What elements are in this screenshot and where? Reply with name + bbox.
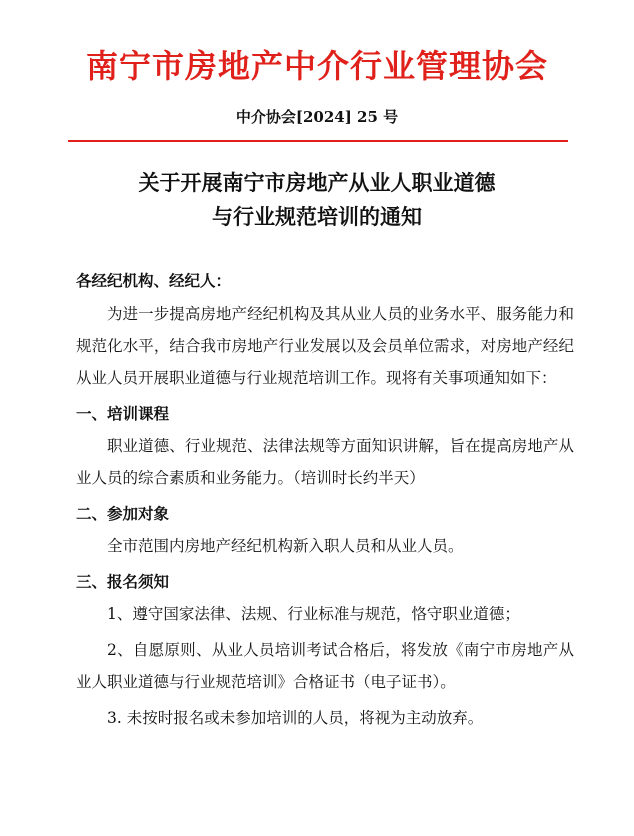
masthead-divider (68, 140, 568, 142)
salutation: 各经纪机构、经纪人： (76, 271, 232, 290)
association-masthead: 南宁市房地产中介行业管理协会 (85, 47, 548, 85)
intro-paragraph: 为进一步提高房地产经纪机构及其从业人员的业务水平、服务能力和规范化水平，结合我市房地产行业发展以及会员单位需求，对房地产经纪从业人员开展职业道德与行业规范培训工作。现将有关事项通知如下： (76, 305, 574, 387)
document-number: 中介协会[2024] 25 号 (235, 108, 399, 126)
section-heading-courses: 一、培训课程 (76, 404, 170, 423)
section-paragraph: 职业道德、行业规范、法律法规等方面知识讲解，旨在提高房地产从业人员的综合素质和业务能力。（培训时长约半天） (76, 437, 574, 487)
registration-item: 2、自愿原则、从业人员培训考试合格后，将发放《南宁市房地产从业人职业道德与行业规范培训》合格证书（电子证书）。 (76, 641, 574, 691)
notice-title-line-2: 与行业规范培训的通知 (212, 205, 422, 229)
section-paragraph: 全市范围内房地产经纪机构新入职人员和从业人员。 (107, 537, 464, 555)
notice-title-line-1: 关于开展南宁市房地产从业人职业道德 (138, 171, 496, 195)
section-heading-registration: 三、报名须知 (76, 572, 170, 591)
notice-body (76, 264, 574, 734)
section-heading-participants: 二、参加对象 (76, 504, 170, 523)
notice-title (0, 166, 634, 234)
registration-item: 1、遵守国家法律、法规、行业标准与规范，恪守职业道德； (107, 605, 520, 623)
registration-item: 3. 未按时报名或未参加培训的人员，将视为主动放弃。 (107, 709, 484, 727)
